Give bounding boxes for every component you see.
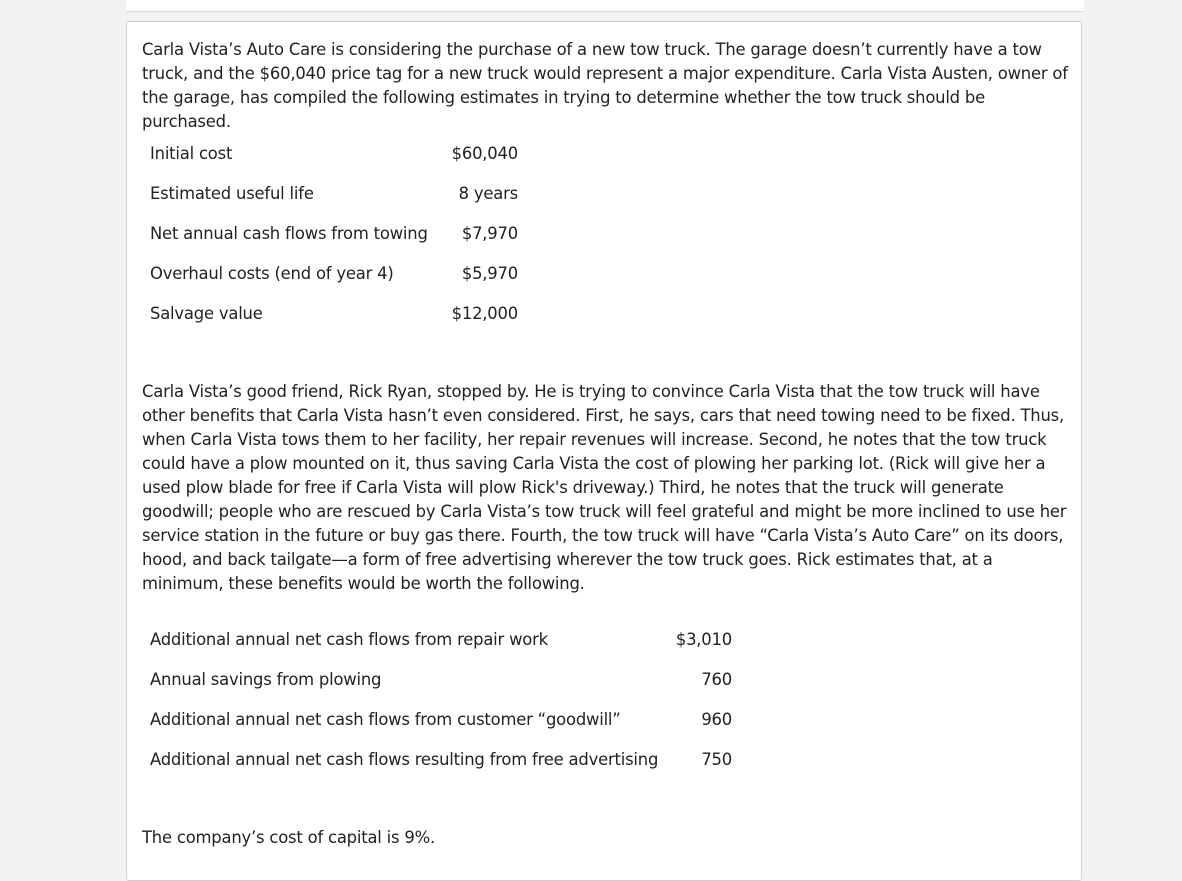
- benefit-value: $3,010: [675, 629, 732, 649]
- estimate-value: $5,970: [461, 263, 518, 283]
- estimate-label: Estimated useful life: [150, 183, 314, 203]
- table-row: [150, 619, 732, 659]
- table-row: [150, 133, 518, 173]
- table-row: [150, 659, 732, 699]
- estimate-label: Overhaul costs (end of year 4): [150, 263, 394, 283]
- benefit-value: 960: [701, 709, 732, 729]
- estimates-table: [150, 133, 518, 333]
- table-row: [150, 293, 518, 333]
- benefit-label: Annual savings from plowing: [150, 669, 382, 689]
- benefit-label: Additional annual net cash flows from repair work: [150, 629, 548, 649]
- benefit-label: Additional annual net cash flows resulting from free advertising: [150, 749, 659, 769]
- estimate-value: $60,040: [451, 143, 518, 163]
- table-row: [150, 699, 732, 739]
- top-divider: [126, 0, 1084, 12]
- table-row: [150, 173, 518, 213]
- friend-paragraph: Carla Vista’s good friend, Rick Ryan, stopped by. He is trying to convince Carla Vista that the tow truck will have other benefits that Carla Vista hasn’t even considered. First, he says, cars that need towing need to be fixed. Thus, when Carla Vista tows them to her facility, her repair revenues will increase. Second, he notes that the tow truck could have a plow mounted on it, thus saving Carla Vista the cost of plowing her parking lot. (Rick will give her a used plow blade for free if Carla Vista will plow Rick's driveway.) Third, he notes that the truck will generate goodwill; people who are rescued by Carla Vista’s tow truck will feel grateful and might be more inclined to use her service station in the future or buy gas there. Fourth, the tow truck will have “Carla Vista’s Auto Care” on its doors, hood, and back tailgate—a form of free advertising wherever the tow truck goes. Rick estimates that, at a minimum, these benefits would be worth the following.: [142, 382, 1067, 593]
- estimate-label: Initial cost: [150, 143, 233, 163]
- table-row: [150, 253, 518, 293]
- estimate-value: $12,000: [451, 303, 518, 323]
- benefit-value: 750: [701, 749, 732, 769]
- estimate-value: 8 years: [458, 183, 518, 203]
- intro-paragraph: Carla Vista’s Auto Care is considering the purchase of a new tow truck. The garage doesn’t currently have a tow truck, and the $60,040 price tag for a new truck would represent a major expenditure. Carla Vista Austen, owner of the garage, has compiled the following estimates in trying to determine whether the tow truck should be purchased.: [142, 40, 1068, 131]
- estimate-value: $7,970: [461, 223, 518, 243]
- estimate-label: Salvage value: [150, 303, 263, 323]
- cost-of-capital-text: The company’s cost of capital is 9%.: [142, 828, 435, 847]
- table-row: [150, 739, 732, 779]
- benefit-value: 760: [701, 669, 732, 689]
- benefits-table: [150, 619, 732, 779]
- problem-card: [126, 21, 1082, 881]
- table-row: [150, 213, 518, 253]
- estimate-label: Net annual cash flows from towing: [150, 223, 428, 243]
- benefit-label: Additional annual net cash flows from customer “goodwill”: [150, 709, 621, 729]
